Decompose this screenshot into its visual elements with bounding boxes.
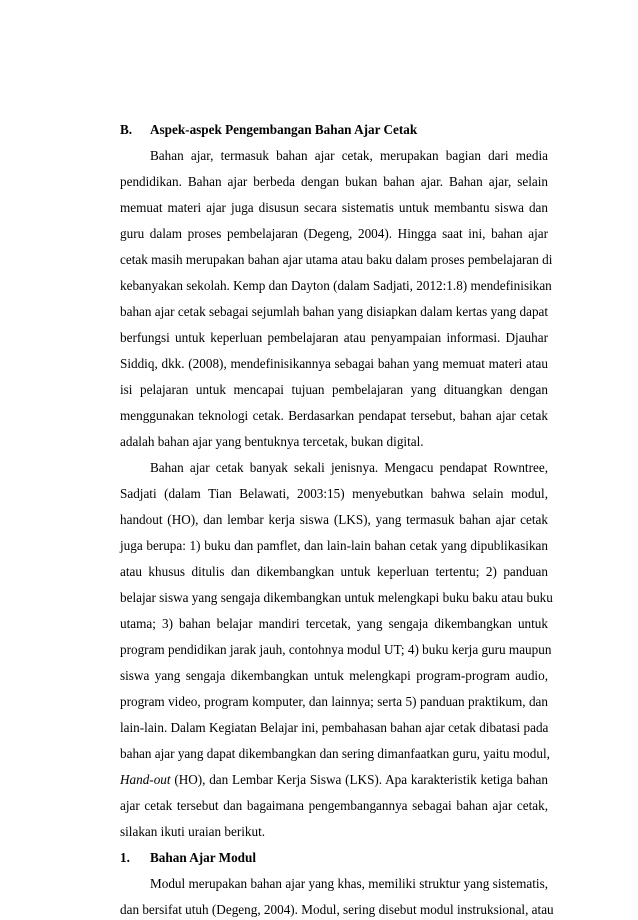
paragraph-line: atau khusus ditulis dan dikembangkan untuk keperluan tertentu; 2) panduan <box>120 564 548 579</box>
paragraph-line: bahan ajar yang dapat dikembangkan dan sering dimanfaatkan guru, yaitu modul, <box>120 746 550 761</box>
paragraph-line: dan bersifat utuh (Degeng, 2004). Modul, sering disebut modul instruksional, atau <box>120 902 554 917</box>
section-number: B. <box>120 122 133 137</box>
paragraph-line: siswa yang sengaja dikembangkan untuk melengkapi program-program audio, <box>120 668 548 683</box>
italic-term: Hand-out <box>120 772 171 787</box>
paragraph-line: juga berupa: 1) buku dan pamflet, dan lain-lain bahan cetak yang dipublikasikan <box>120 538 548 553</box>
section-number: 1. <box>120 850 130 865</box>
paragraph-line: lain-lain. Dalam Kegiatan Belajar ini, pembahasan bahan ajar cetak dibatasi pada <box>120 720 549 735</box>
paragraph-line: utama; 3) bahan belajar mandiri tercetak, yang sengaja dikembangkan untuk <box>120 616 548 631</box>
paragraph-line: berfungsi untuk keperluan pembelajaran atau penyampaian informasi. Djauhar <box>120 330 548 345</box>
paragraph-line <box>120 770 548 790</box>
paragraph-line: Sadjati (dalam Tian Belawati, 2003:15) menyebutkan bahwa selain modul, <box>120 486 548 501</box>
paragraph-line: kebanyakan sekolah. Kemp dan Dayton (dalam Sadjati, 2012:1.8) mendefinisikan <box>120 278 552 293</box>
paragraph-line: handout (HO), dan lembar kerja siswa (LKS), yang termasuk bahan ajar cetak <box>120 512 548 527</box>
paragraph-line: menggunakan teknologi cetak. Berdasarkan pendapat tersebut, bahan ajar cetak <box>120 408 548 423</box>
paragraph-line: isi pelajaran untuk mencapai tujuan pembelajaran yang dituangkan dengan <box>120 382 548 397</box>
paragraph-line: ajar cetak tersebut dan bagaimana pengembangannya sebagai bahan ajar cetak, <box>120 798 548 813</box>
paragraph-line: cetak masih merupakan bahan ajar utama atau baku dalam proses pembelajaran di <box>120 252 553 267</box>
paragraph-line: bahan ajar cetak sebagai sejumlah bahan yang disiapkan dalam kertas yang dapat <box>120 304 549 319</box>
paragraph-line: Bahan ajar, termasuk bahan ajar cetak, merupakan bagian dari media <box>150 148 548 163</box>
paragraph-line: belajar siswa yang sengaja dikembangkan untuk melengkapi buku baku atau buku <box>120 590 553 605</box>
section-heading-b <box>120 120 548 140</box>
paragraph-line: adalah bahan ajar yang bentuknya tercetak, bukan digital. <box>120 434 424 449</box>
section-title: Aspek-aspek Pengembangan Bahan Ajar Cetak <box>150 122 418 137</box>
paragraph-line: program video, program komputer, dan lainnya; serta 5) panduan praktikum, dan <box>120 694 548 709</box>
paragraph-line: silakan ikuti uraian berikut. <box>120 824 266 839</box>
section-heading-1 <box>120 848 548 868</box>
paragraph-line: memuat materi ajar juga disusun secara sistematis untuk membantu siswa dan <box>120 200 548 215</box>
paragraph-line: Modul merupakan bahan ajar yang khas, memiliki struktur yang sistematis, <box>150 876 548 891</box>
paragraph-line: guru dalam proses pembelajaran (Degeng, 2004). Hingga saat ini, bahan ajar <box>120 226 548 241</box>
paragraph-line: program pendidikan jarak jauh, contohnya modul UT; 4) buku kerja guru maupun <box>120 642 552 657</box>
line-text: (HO), dan Lembar Kerja Siswa (LKS). Apa karakteristik ketiga bahan <box>170 772 548 787</box>
section-title: Bahan Ajar Modul <box>150 850 257 865</box>
paragraph-line: Bahan ajar cetak banyak sekali jenisnya. Mengacu pendapat Rowntree, <box>150 460 548 475</box>
paragraph-line: pendidikan. Bahan ajar berbeda dengan bukan bahan ajar. Bahan ajar, selain <box>120 174 548 189</box>
paragraph-line: Siddiq, dkk. (2008), mendefinisikannya sebagai bahan yang memuat materi atau <box>120 356 548 371</box>
